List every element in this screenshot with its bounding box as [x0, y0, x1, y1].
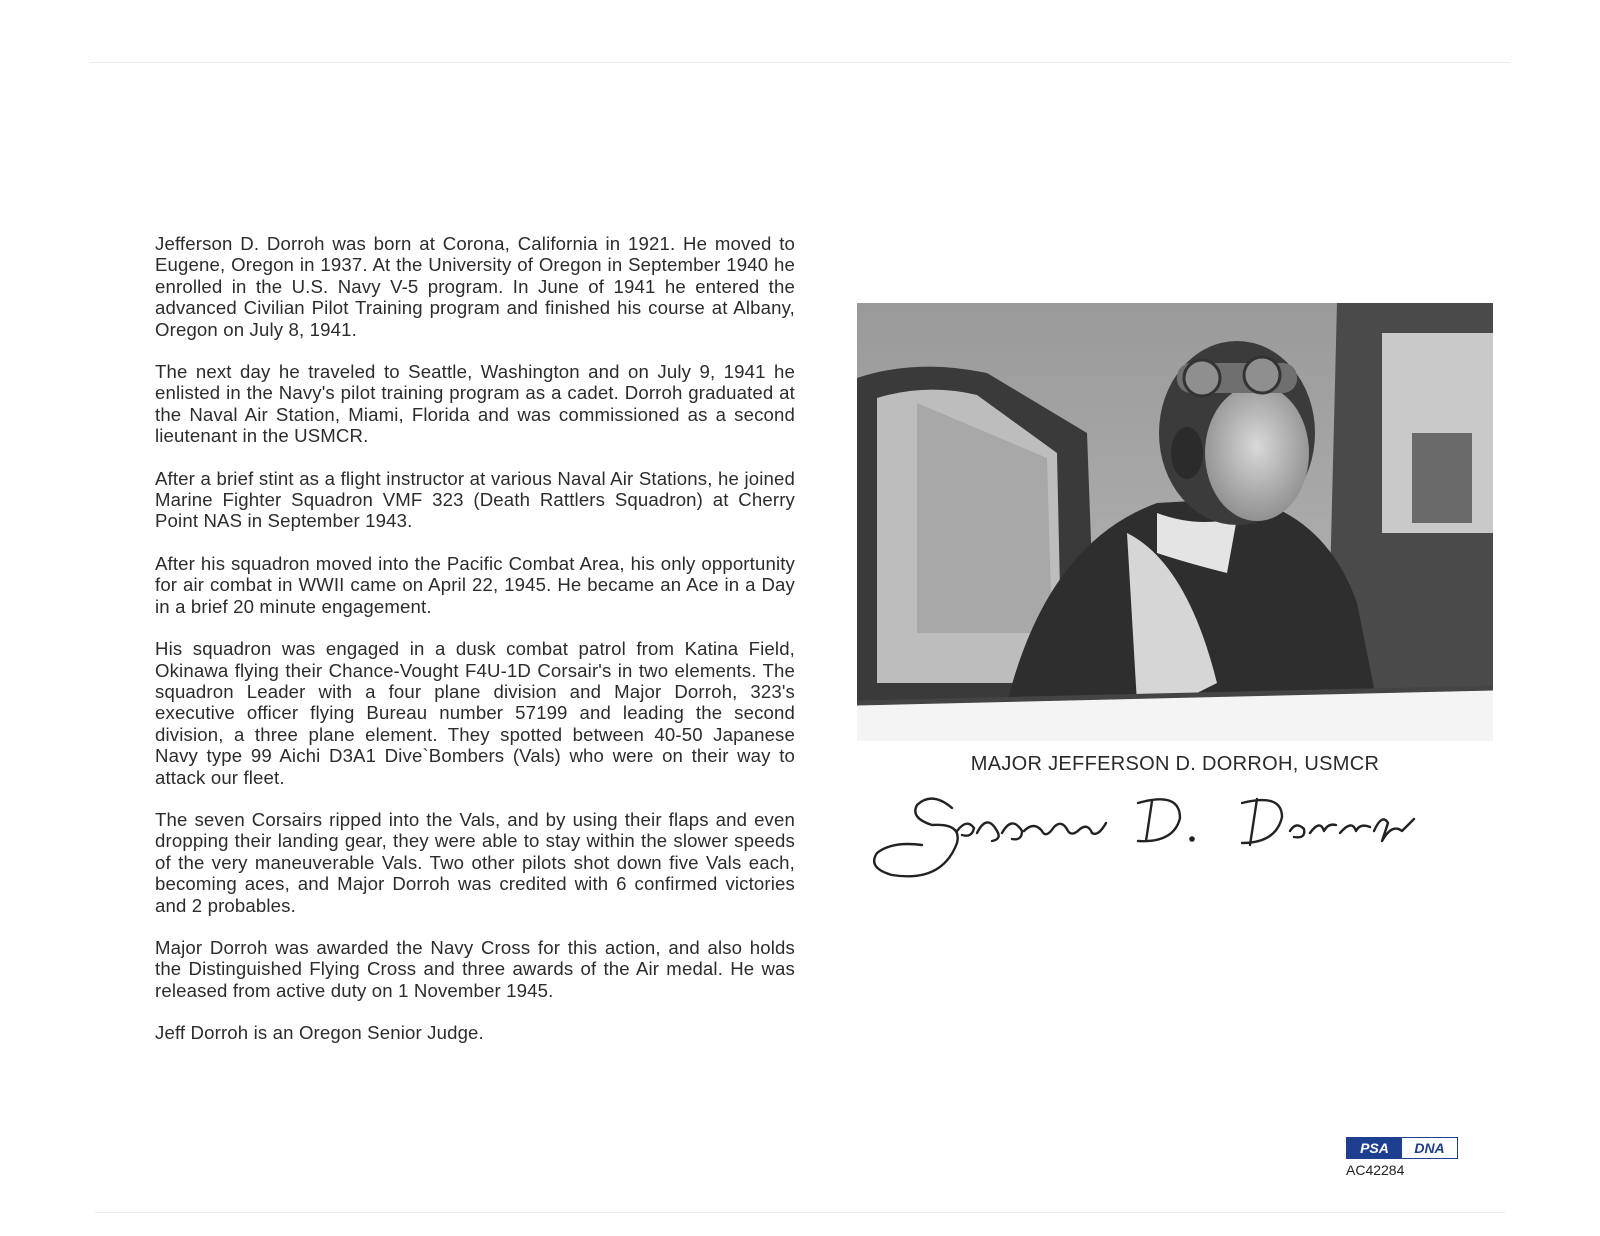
bio-paragraph-3: After a brief stint as a flight instructor at various Naval Air Stations, he joined Marine Fighter Squadron VMF 323 (Death Rattlers Squadron) at Cherry Point NAS in September 1943. [155, 467, 795, 532]
pilot-portrait-photo [857, 303, 1493, 741]
bio-paragraph-7: Major Dorroh was awarded the Navy Cross for this action, and also holds the Distinguished Flying Cross and three awards of the Air medal. He was released from active duty on 1 November 1945. [155, 936, 795, 1001]
authentication-code: AC42284 [1346, 1162, 1405, 1178]
bottom-divider [95, 1212, 1505, 1213]
photo-illustration [857, 303, 1493, 741]
psa-logo-text: PSA [1347, 1138, 1402, 1158]
psa-dna-logo [1346, 1137, 1458, 1159]
handwritten-signature [862, 783, 1422, 893]
biography-text [155, 233, 795, 1065]
dna-logo-text: DNA [1402, 1138, 1457, 1158]
bio-paragraph-1: Jefferson D. Dorroh was born at Corona, California in 1921. He moved to Eugene, Oregon in 1937. At the University of Oregon in September 1940 he enrolled in the U.S. Navy V-5 program. In June of 1941 he entered the advanced Civilian Pilot Training program and finished his course at Albany, Oregon on July 8, 1941. [155, 233, 795, 340]
top-divider [90, 62, 1510, 63]
bio-paragraph-2: The next day he traveled to Seattle, Washington and on July 9, 1941 he enlisted in the Navy's pilot training program as a cadet. Dorroh graduated at the Naval Air Station, Miami, Florida and was commissioned as a second lieutenant in the USMCR. [155, 361, 795, 447]
bio-paragraph-5: His squadron was engaged in a dusk combat patrol from Katina Field, Okinawa flying their Chance-Vought F4U-1D Corsair's in two elements. The squadron Leader with a four plane division and Major Dorroh, 323's executive officer flying Bureau number 57199 and leading the second division, a three plane element. They spotted between 40-50 Japanese Navy type 99 Aichi D3A1 Dive`Bombers (Vals) who were on their way to attack our fleet. [155, 638, 795, 788]
bio-paragraph-6: The seven Corsairs ripped into the Vals, and by using their flaps and even dropping their landing gear, they were able to stay within the slower speeds of the very maneuverable Vals. Two other pilots shot down five Vals each, becoming aces, and Major Dorroh was credited with 6 confirmed victories and 2 probables. [155, 808, 795, 916]
bio-paragraph-4: After his squadron moved into the Pacific Combat Area, his only opportunity for air combat in WWII came on April 22, 1945. He became an Ace in a Day in a brief 20 minute engagement. [155, 552, 795, 617]
photo-caption: MAJOR JEFFERSON D. DORROH, USMCR [970, 753, 1380, 775]
authentication-sticker [1346, 1137, 1458, 1178]
bio-paragraph-8: Jeff Dorroh is an Oregon Senior Judge. [155, 1022, 484, 1044]
